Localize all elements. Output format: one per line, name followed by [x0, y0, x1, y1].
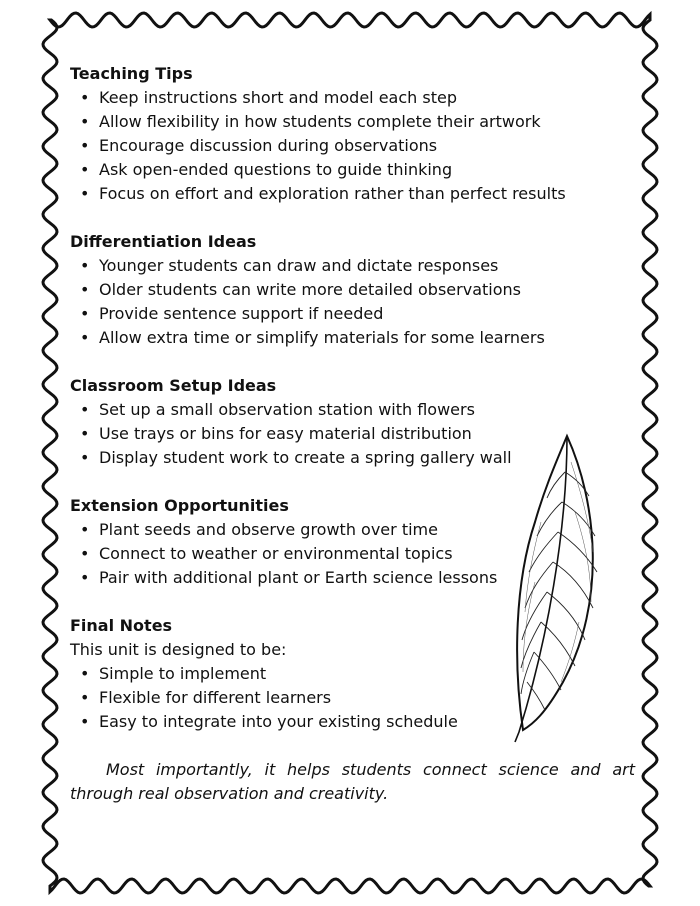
list-teaching-tips	[70, 86, 635, 206]
list-item: • Display student work to create a spring gallery wall	[70, 446, 635, 470]
list-item: • Plant seeds and observe growth over time	[70, 518, 635, 542]
list-item: • Allow extra time or simplify materials for some learners	[70, 326, 635, 350]
list-item: • Set up a small observation station with flowers	[70, 398, 635, 422]
list-item: • Allow flexibility in how students complete their artwork	[70, 110, 635, 134]
leaf-illustration	[505, 432, 605, 744]
list-item: • Simple to implement	[70, 662, 635, 686]
section-heading-final-notes: Final Notes	[70, 616, 173, 635]
section-heading-classroom-setup: Classroom Setup Ideas	[70, 376, 277, 395]
list-item: • Ask open-ended questions to guide thinking	[70, 158, 635, 182]
list-item: • Encourage discussion during observations	[70, 134, 635, 158]
list-item: • Provide sentence support if needed	[70, 302, 635, 326]
section-heading-teaching-tips: Teaching Tips	[70, 64, 193, 83]
section-heading-extension: Extension Opportunities	[70, 496, 289, 515]
list-item: • Keep instructions short and model each step	[70, 86, 635, 110]
closing-statement: Most importantly, it helps students connect science and art through real observation and creativity.	[70, 760, 635, 803]
list-item: • Use trays or bins for easy material distribution	[70, 422, 635, 446]
list-item: • Easy to integrate into your existing schedule	[70, 710, 635, 734]
list-item: • Older students can write more detailed observations	[70, 278, 635, 302]
section-heading-differentiation: Differentiation Ideas	[70, 232, 257, 251]
final-notes-intro: This unit is designed to be:	[70, 640, 287, 659]
list-item: • Flexible for different learners	[70, 686, 635, 710]
list-item: • Pair with additional plant or Earth science lessons	[70, 566, 635, 590]
list-item: • Younger students can draw and dictate responses	[70, 254, 635, 278]
list-differentiation	[70, 254, 635, 350]
list-item: • Connect to weather or environmental topics	[70, 542, 635, 566]
list-item: • Focus on effort and exploration rather than perfect results	[70, 182, 635, 206]
